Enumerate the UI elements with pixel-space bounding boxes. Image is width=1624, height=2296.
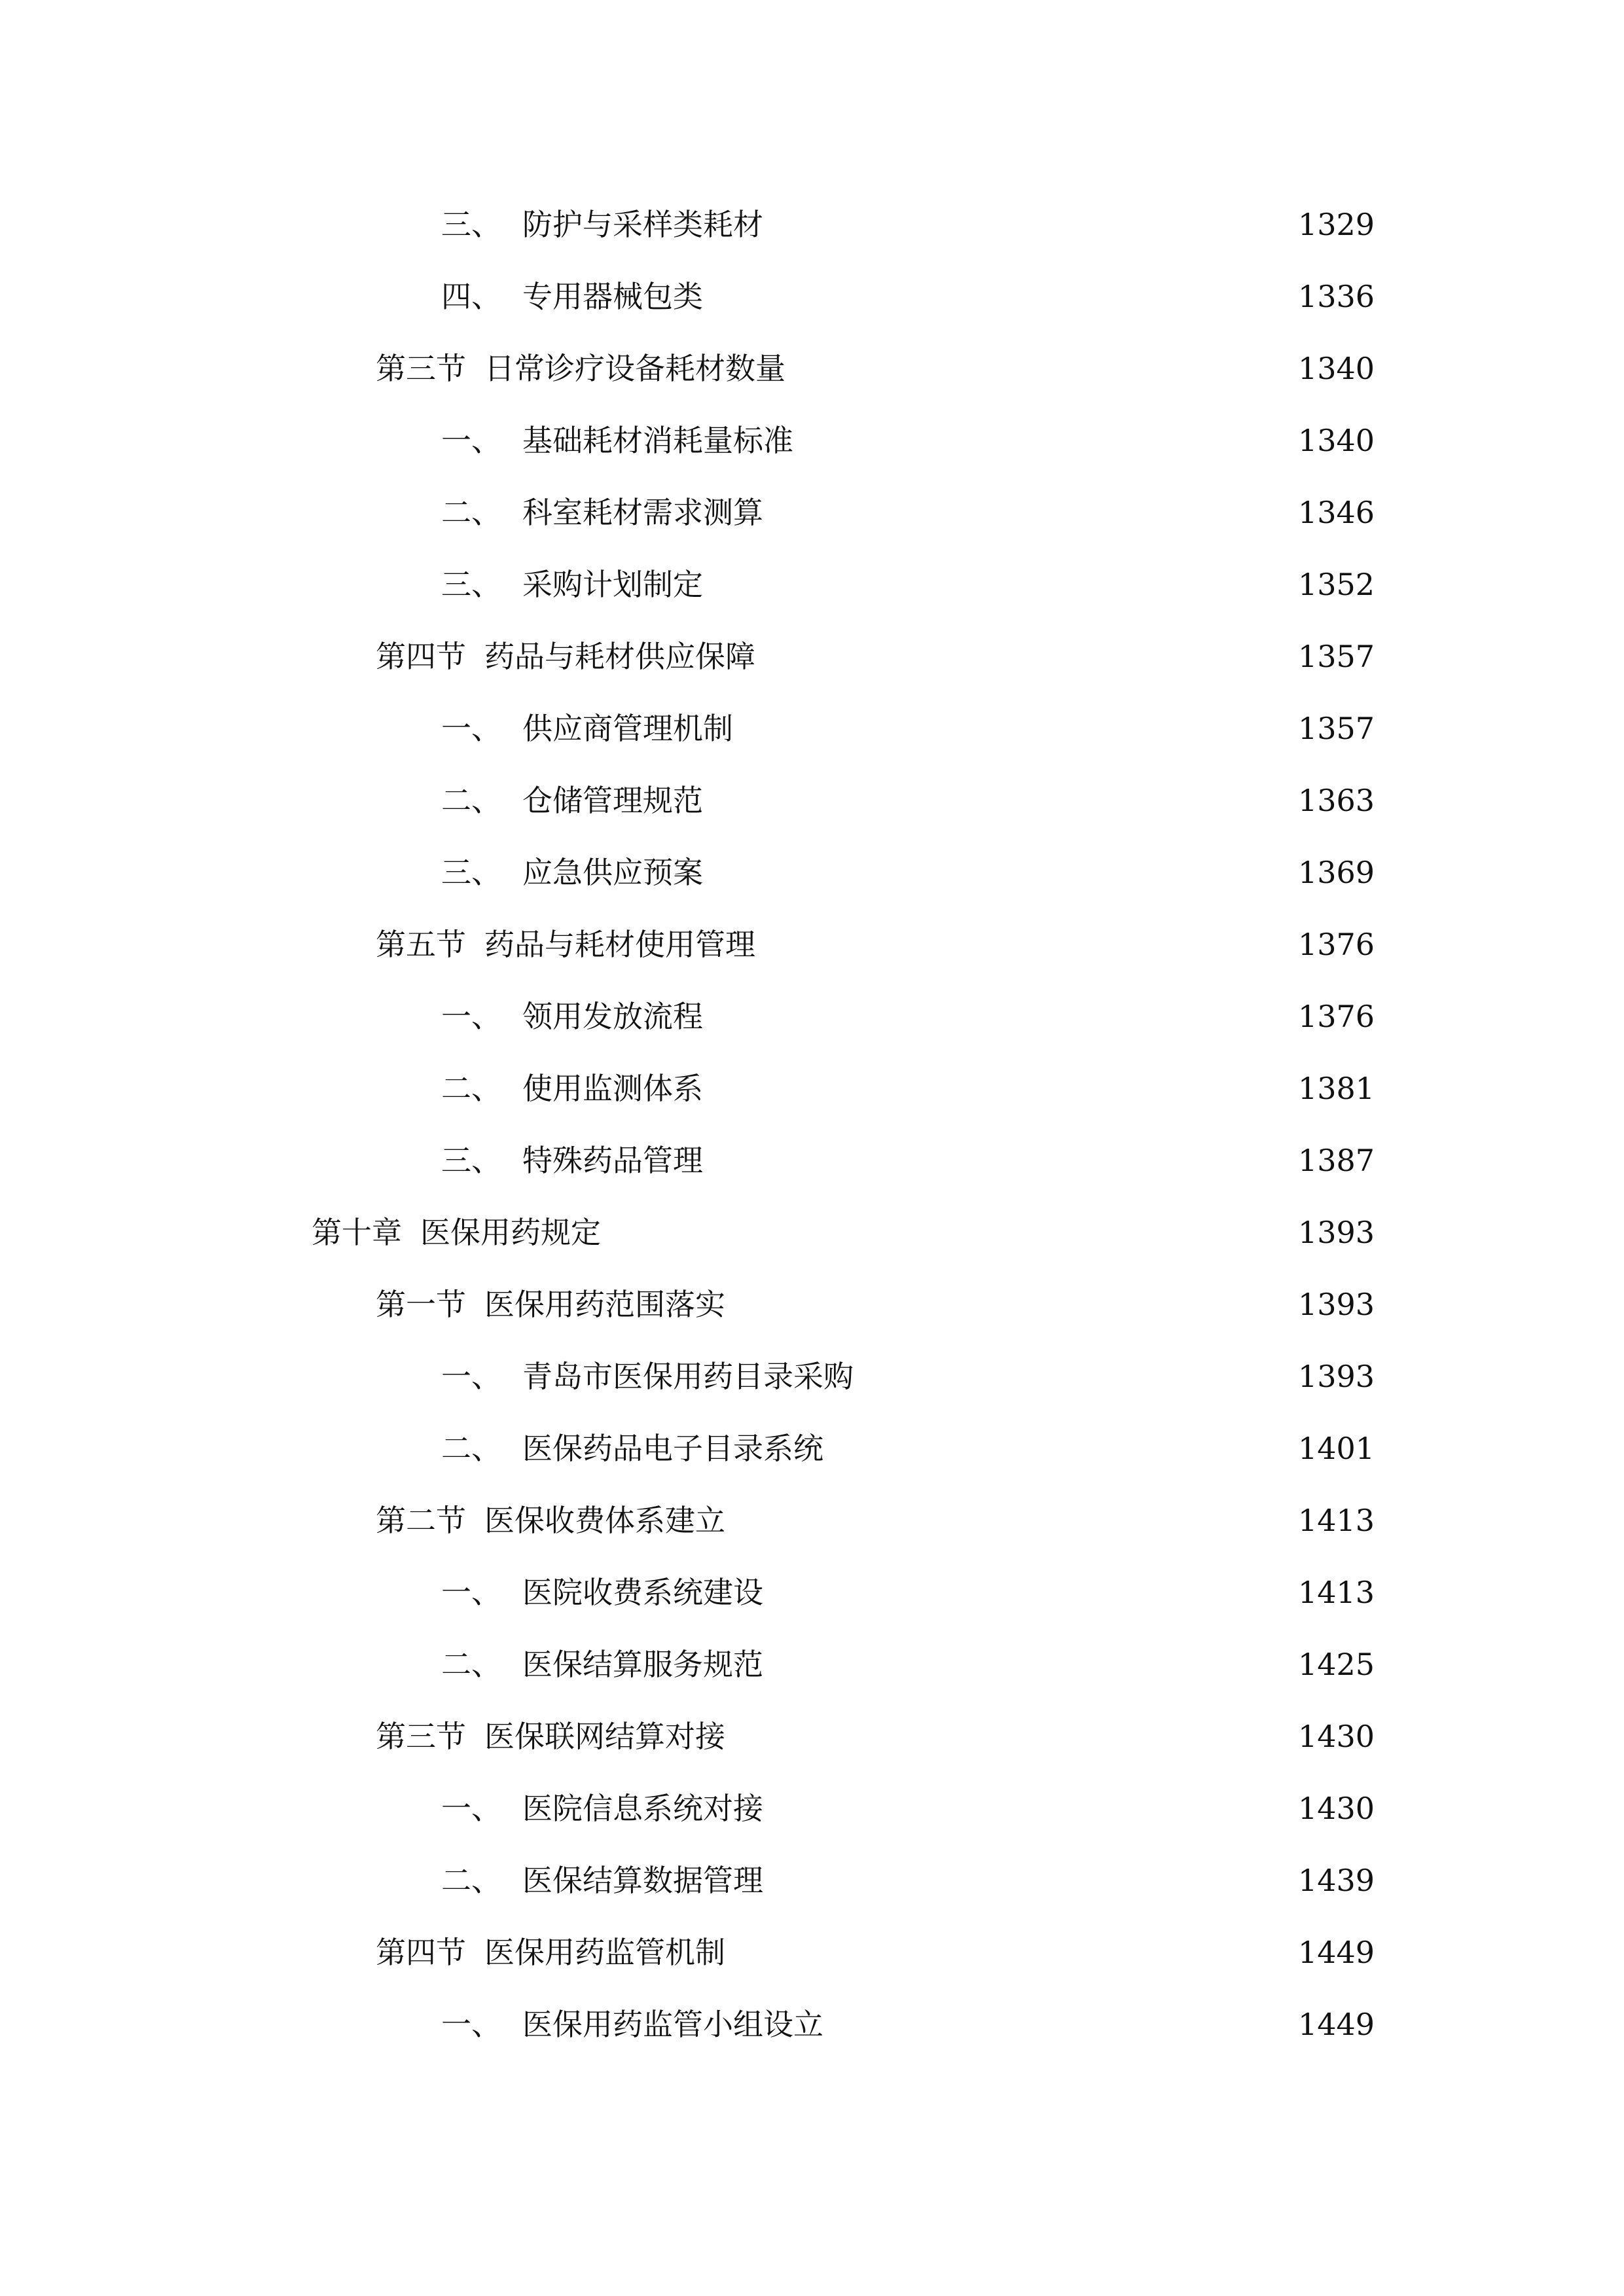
dot-leader xyxy=(770,1645,1289,1684)
toc-entry-page-number: 1393 xyxy=(1298,1215,1375,1250)
dot-leader xyxy=(800,421,1289,460)
dot-leader xyxy=(770,1861,1289,1900)
toc-entry[interactable] xyxy=(0,188,1624,260)
toc-entry-title: 医保药品电子目录系统 xyxy=(522,1431,823,1466)
toc-entry-title: 日常诊疗设备耗材数量 xyxy=(484,351,785,386)
toc-entry-page-number: 1401 xyxy=(1298,1431,1375,1466)
toc-entry-ordinal: 二、 xyxy=(441,495,501,530)
toc-entry-ordinal: 第四节 xyxy=(376,639,466,674)
toc-entry-title: 医院信息系统对接 xyxy=(522,1791,763,1826)
dot-leader xyxy=(710,997,1289,1036)
dot-leader xyxy=(860,1357,1289,1396)
toc-entry[interactable] xyxy=(0,1196,1624,1268)
toc-entry-ordinal: 一、 xyxy=(441,2007,501,2042)
toc-entry[interactable] xyxy=(0,980,1624,1052)
dot-leader xyxy=(762,637,1289,676)
dot-leader xyxy=(732,1933,1289,1972)
toc-entry[interactable] xyxy=(0,620,1624,692)
toc-entry-ordinal: 二、 xyxy=(441,1863,501,1898)
toc-entry-page-number: 1336 xyxy=(1298,279,1375,314)
toc-entry[interactable] xyxy=(0,548,1624,620)
toc-entry-title: 医院收费系统建设 xyxy=(522,1575,763,1610)
toc-entry[interactable] xyxy=(0,404,1624,476)
toc-entry[interactable] xyxy=(0,476,1624,548)
toc-entry[interactable] xyxy=(0,1412,1624,1484)
toc-entry-title: 药品与耗材使用管理 xyxy=(484,927,755,962)
toc-entry[interactable] xyxy=(0,836,1624,908)
toc-entry[interactable] xyxy=(0,1124,1624,1196)
toc-entry[interactable] xyxy=(0,1052,1624,1124)
toc-entry-ordinal: 第五节 xyxy=(376,927,466,962)
toc-entry-page-number: 1413 xyxy=(1298,1503,1375,1538)
toc-entry-title: 采购计划制定 xyxy=(522,567,703,602)
dot-leader xyxy=(732,1285,1289,1324)
toc-entry-title: 专用器械包类 xyxy=(522,279,703,314)
dot-leader xyxy=(732,1717,1289,1756)
toc-entry-title: 仓储管理规范 xyxy=(522,783,703,818)
toc-entry-ordinal: 三、 xyxy=(441,207,501,242)
dot-leader xyxy=(830,2005,1289,2044)
toc-entry-page-number: 1363 xyxy=(1298,783,1375,818)
toc-entry-title: 防护与采样类耗材 xyxy=(522,207,763,242)
toc-entry[interactable] xyxy=(0,1628,1624,1700)
toc-entry-ordinal: 四、 xyxy=(441,279,501,314)
toc-entry-page-number: 1329 xyxy=(1298,207,1375,242)
dot-leader xyxy=(710,1069,1289,1108)
dot-leader xyxy=(732,1501,1289,1540)
toc-entry-ordinal: 一、 xyxy=(441,1575,501,1610)
toc-entry[interactable] xyxy=(0,1340,1624,1412)
toc-entry-ordinal: 第四节 xyxy=(376,1935,466,1970)
dot-leader xyxy=(710,1141,1289,1180)
toc-entry-ordinal: 三、 xyxy=(441,1143,501,1178)
toc-entry-ordinal: 第一节 xyxy=(376,1287,466,1322)
toc-entry-page-number: 1387 xyxy=(1298,1143,1375,1178)
toc-entry-page-number: 1449 xyxy=(1298,1935,1375,1970)
toc-entry-page-number: 1357 xyxy=(1298,639,1375,674)
dot-leader xyxy=(792,349,1289,388)
toc-entry-title: 医保联网结算对接 xyxy=(484,1719,725,1754)
toc-entry[interactable] xyxy=(0,1916,1624,1988)
dot-leader xyxy=(770,1789,1289,1828)
toc-entry-page-number: 1357 xyxy=(1298,711,1375,746)
toc-entry-page-number: 1449 xyxy=(1298,2007,1375,2042)
toc-entry[interactable] xyxy=(0,1772,1624,1844)
dot-leader xyxy=(710,853,1289,892)
dot-leader xyxy=(710,565,1289,604)
toc-entry[interactable] xyxy=(0,764,1624,836)
toc-entry-page-number: 1393 xyxy=(1298,1287,1375,1322)
toc-entry[interactable] xyxy=(0,260,1624,332)
toc-entry-ordinal: 一、 xyxy=(441,999,501,1034)
dot-leader xyxy=(770,205,1289,244)
dot-leader xyxy=(762,925,1289,964)
dot-leader xyxy=(710,277,1289,316)
toc-entry-ordinal: 二、 xyxy=(441,1647,501,1682)
toc-entry-ordinal: 第三节 xyxy=(376,351,466,386)
toc-entry[interactable] xyxy=(0,1700,1624,1772)
toc-entry-title: 医保结算数据管理 xyxy=(522,1863,763,1898)
toc-list xyxy=(0,188,1624,2060)
toc-entry-page-number: 1376 xyxy=(1298,927,1375,962)
toc-entry-title: 医保用药监管小组设立 xyxy=(522,2007,823,2042)
toc-entry-title: 供应商管理机制 xyxy=(522,711,733,746)
toc-entry-ordinal: 二、 xyxy=(441,1071,501,1106)
toc-entry-page-number: 1413 xyxy=(1298,1575,1375,1610)
toc-entry-ordinal: 第十章 xyxy=(312,1215,402,1250)
toc-entry-ordinal: 第三节 xyxy=(376,1719,466,1754)
dot-leader xyxy=(770,493,1289,532)
toc-entry[interactable] xyxy=(0,1988,1624,2060)
toc-entry-title: 医保用药规定 xyxy=(420,1215,601,1250)
dot-leader xyxy=(830,1429,1289,1468)
toc-entry-ordinal: 一、 xyxy=(441,711,501,746)
toc-entry[interactable] xyxy=(0,1484,1624,1556)
toc-entry[interactable] xyxy=(0,1844,1624,1916)
toc-entry-title: 医保用药范围落实 xyxy=(484,1287,725,1322)
toc-entry-ordinal: 二、 xyxy=(441,783,501,818)
toc-entry[interactable] xyxy=(0,1556,1624,1628)
toc-entry[interactable] xyxy=(0,692,1624,764)
toc-entry-ordinal: 一、 xyxy=(441,1359,501,1394)
toc-entry-title: 使用监测体系 xyxy=(522,1071,703,1106)
toc-entry-page-number: 1430 xyxy=(1298,1791,1375,1826)
toc-entry-title: 基础耗材消耗量标准 xyxy=(522,423,793,458)
toc-entry-page-number: 1381 xyxy=(1298,1071,1375,1106)
toc-entry-page-number: 1340 xyxy=(1298,423,1375,458)
toc-entry-title: 药品与耗材供应保障 xyxy=(484,639,755,674)
toc-entry-page-number: 1369 xyxy=(1298,855,1375,890)
dot-leader xyxy=(770,1573,1289,1612)
toc-entry-page-number: 1376 xyxy=(1298,999,1375,1034)
toc-entry-ordinal: 三、 xyxy=(441,567,501,602)
toc-entry-title: 特殊药品管理 xyxy=(522,1143,703,1178)
toc-entry-ordinal: 二、 xyxy=(441,1431,501,1466)
toc-entry-page-number: 1352 xyxy=(1298,567,1375,602)
toc-entry-title: 应急供应预案 xyxy=(522,855,703,890)
toc-entry-page-number: 1340 xyxy=(1298,351,1375,386)
dot-leader xyxy=(740,709,1289,748)
toc-entry-page-number: 1346 xyxy=(1298,495,1375,530)
toc-entry[interactable] xyxy=(0,908,1624,980)
toc-entry-title: 医保用药监管机制 xyxy=(484,1935,725,1970)
toc-entry-ordinal: 第二节 xyxy=(376,1503,466,1538)
toc-entry-page-number: 1393 xyxy=(1298,1359,1375,1394)
toc-entry-ordinal: 一、 xyxy=(441,423,501,458)
toc-entry[interactable] xyxy=(0,1268,1624,1340)
toc-entry-ordinal: 一、 xyxy=(441,1791,501,1826)
toc-entry-title: 青岛市医保用药目录采购 xyxy=(522,1359,854,1394)
dot-leader xyxy=(607,1213,1289,1252)
toc-entry-title: 领用发放流程 xyxy=(522,999,703,1034)
toc-entry-title: 科室耗材需求测算 xyxy=(522,495,763,530)
toc-entry-page-number: 1425 xyxy=(1298,1647,1375,1682)
toc-entry-page-number: 1439 xyxy=(1298,1863,1375,1898)
toc-entry-title: 医保结算服务规范 xyxy=(522,1647,763,1682)
toc-entry-page-number: 1430 xyxy=(1298,1719,1375,1754)
toc-entry[interactable] xyxy=(0,332,1624,404)
dot-leader xyxy=(710,781,1289,820)
toc-entry-title: 医保收费体系建立 xyxy=(484,1503,725,1538)
toc-entry-ordinal: 三、 xyxy=(441,855,501,890)
